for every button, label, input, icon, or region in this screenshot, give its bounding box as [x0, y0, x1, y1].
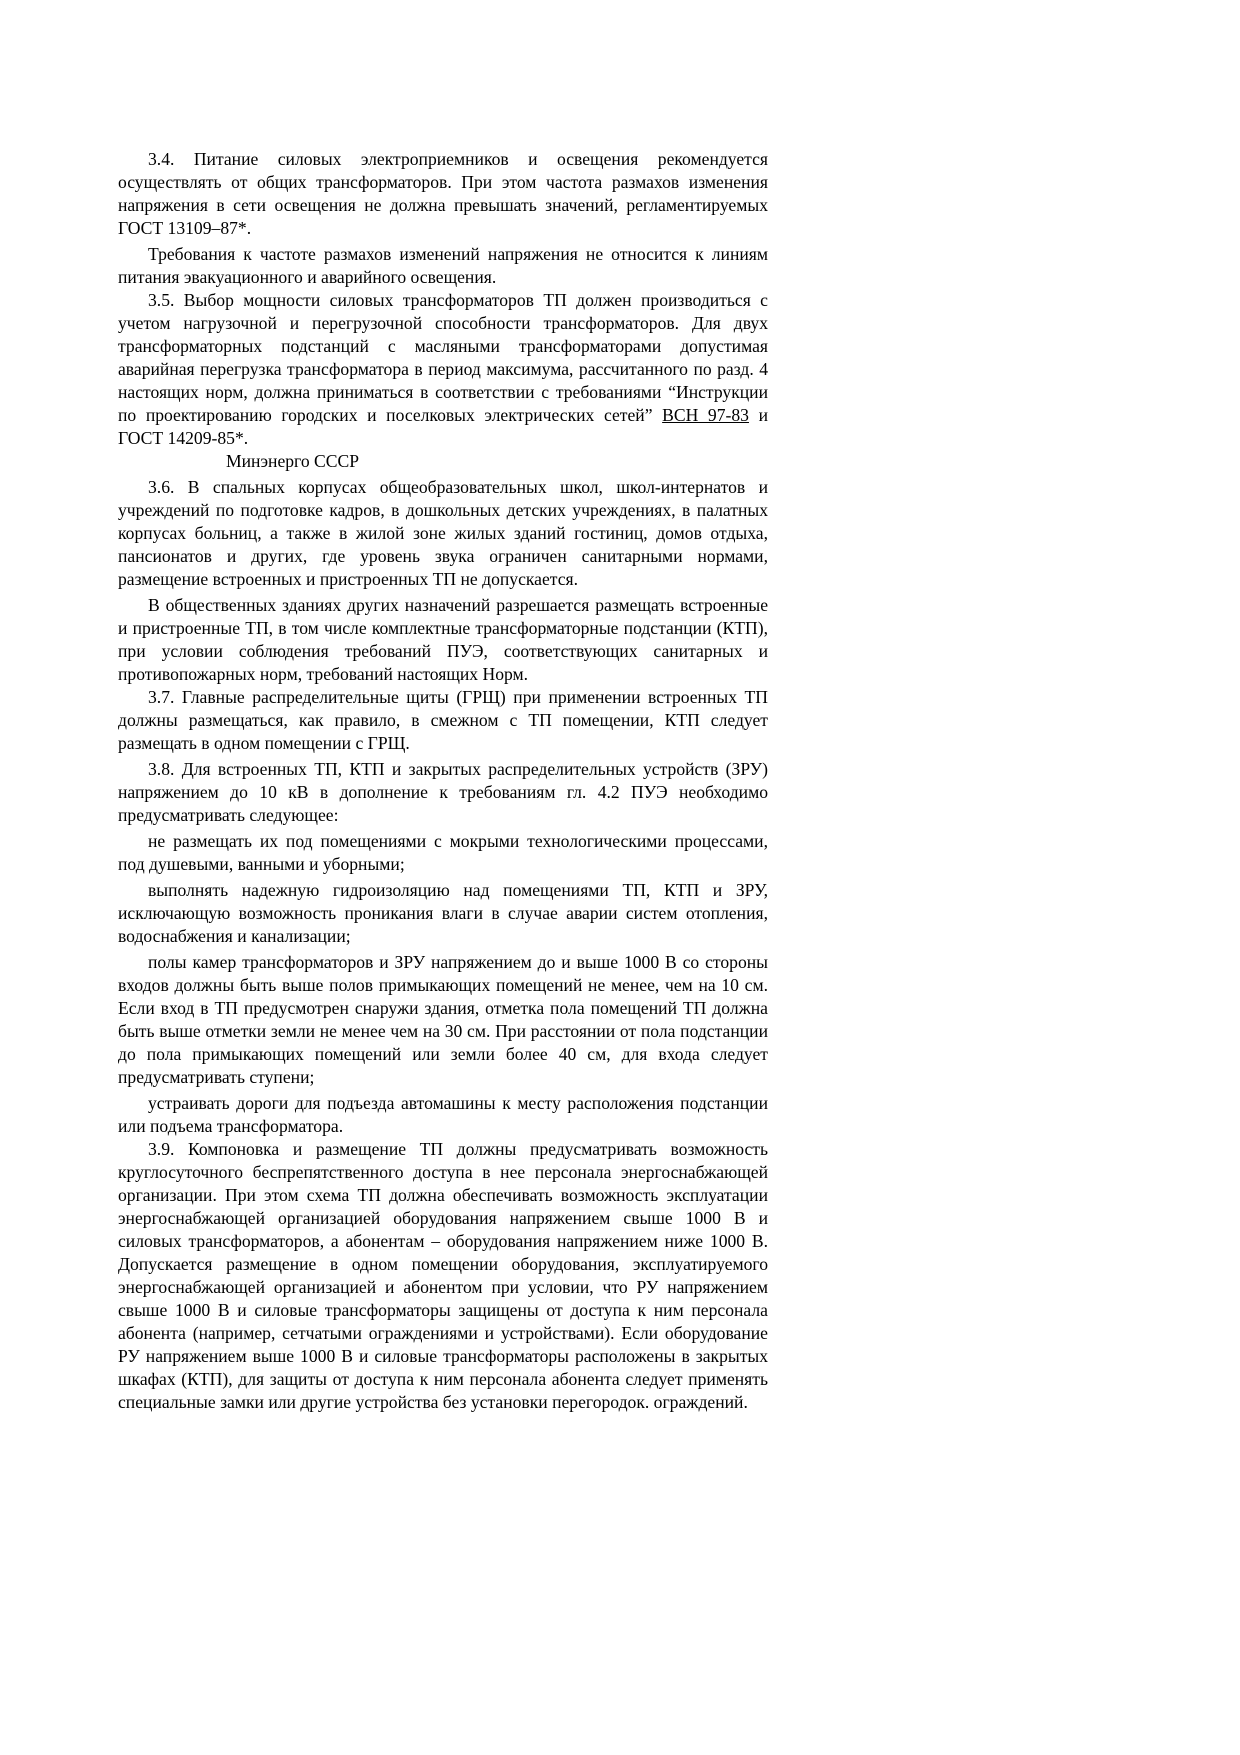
- paragraph-3-4: 3.4. Питание силовых электроприемников и освещения рекомендуется осуществлять от общих трансформаторов. При этом частота размахов изменения напряжения в сети освещения не должна превышать значений, регламентируемых ГОСТ 13109–87*.: [118, 149, 768, 238]
- paragraph-3-5: [118, 289, 768, 450]
- paragraph-3-8-item-1: не размещать их под помещениями с мокрыми технологическими процессами, под душевыми, ванными и уборными;: [118, 831, 768, 874]
- paragraph-3-5-tail: и ГОСТ 14209-85*.: [118, 405, 769, 448]
- paragraph-3-6: 3.6. В спальных корпусах общеобразовательных школ, школ-интернатов и учреждений по подготовке кадров, в дошкольных детских учреждениях, в палатных корпусах больниц, а также в жилой зоне жилых зданий гостиниц, домов отдыха, пансионатов и других, где уровень звука ограничен санитарными нормами, размещение встроенных и пристроенных ТП не допускается.: [118, 477, 768, 589]
- document-page: [118, 148, 768, 1414]
- paragraph-3-8: 3.8. Для встроенных ТП, КТП и закрытых распределительных устройств (ЗРУ) напряжением до 10 кВ в дополнение к требованиям гл. 4.2 ПУЭ необходимо предусматривать следующее:: [118, 759, 768, 825]
- paragraph-3-6-public-buildings: В общественных зданиях других назначений разрешается размещать встроенные и пристроенные ТП, в том числе комплектные трансформаторные подстанции (КТП), при условии соблюдения требований ПУЭ, соответствующих санитарных и противопожарных норм, требований настоящих Норм.: [118, 595, 768, 684]
- paragraph-3-8-item-2: выполнять надежную гидроизоляцию над помещениями ТП, КТП и ЗРУ, исключающую возможность проникания влаги в случае аварии систем отопления, водоснабжения и канализации;: [118, 880, 768, 946]
- vsn-97-83-link[interactable]: ВСН 97-83: [662, 405, 749, 425]
- link-caption-minenergo: Минэнерго СССР: [226, 451, 360, 471]
- paragraph-3-8-item-4: устраивать дороги для подъезда автомашины к месту расположения подстанции или подъема трансформатора.: [118, 1093, 768, 1136]
- paragraph-3-8-item-3: полы камер трансформаторов и ЗРУ напряжением до и выше 1000 В со стороны входов должны быть выше полов примыкающих помещений не менее, чем на 10 см. Если вход в ТП предусмотрен снаружи здания, отметка пола помещений ТП должна быть выше отметки земли не менее чем на 30 см. При расстоянии от пола подстанции до пола примыкающих помещений или земли более 40 см, для входа следует предусматривать ступени;: [118, 952, 768, 1087]
- paragraph-3-5-text: 3.5. Выбор мощности силовых трансформаторов ТП должен производиться с учетом нагрузочной и перегрузочной способности трансформаторов. Для двух трансформаторных подстанций с масляными трансформаторами допустимая аварийная перегрузка трансформатора в период максимума, рассчитанного по разд. 4 настоящих норм, должна приниматься в соответствии с требованиями “Инструкции по проектированию городских и поселковых электрических сетей”: [118, 290, 768, 425]
- paragraph-3-7: 3.7. Главные распределительные щиты (ГРЩ) при применении встроенных ТП должны размещаться, как правило, в смежном с ТП помещении, КТП следует размещать в одном помещении с ГРЩ.: [118, 687, 768, 753]
- paragraph-3-9: 3.9. Компоновка и размещение ТП должны предусматривать возможность круглосуточного беспрепятственного доступа в нее персонала энергоснабжающей организации. При этом схема ТП должна обеспечивать возможность эксплуатации энергоснабжающей организацией оборудования напряжением свыше 1000 В и силовых трансформаторов, а абонентам – оборудования напряжением ниже 1000 В. Допускается размещение в одном помещении оборудования, эксплуатируемого энергоснабжающей организацией и абонентом при условии, что РУ напряжением свыше 1000 В и силовые трансформаторы защищены от доступа к ним персонала абонента (например, сетчатыми ограждениями и устройствами). Если оборудование РУ напряжением выше 1000 В и силовые трансформаторы расположены в закрытых шкафах (КТП), для защиты от доступа к ним персонала абонента следует применять специальные замки или другие устройства без установки перегородок. ограждений.: [118, 1139, 768, 1412]
- paragraph-3-4-note: Требования к частоте размахов изменений напряжения не относится к линиям питания эвакуационного и аварийного освещения.: [118, 244, 768, 287]
